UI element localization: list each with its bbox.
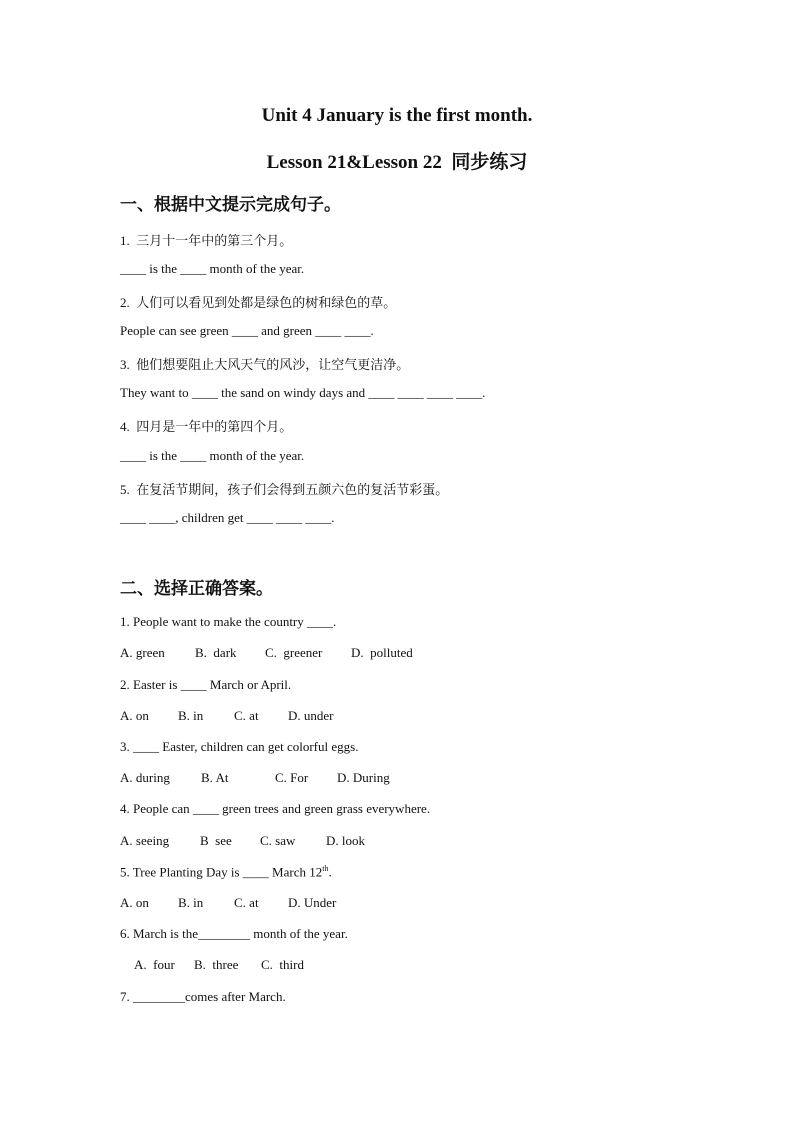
s1-item4-cn: 4. 四月是一年中的第四个月。 (120, 419, 293, 434)
s2-q4: 4. People can ____ green trees and green grass everywhere. (120, 801, 431, 816)
worksheet-subtitle: Lesson 21&Lesson 22 同步练习 (266, 152, 528, 173)
s2-q1-option-d: D. polluted (351, 645, 413, 660)
s2-q1-option-b: B. dark (195, 645, 237, 660)
s2-q4-option-b: B see (200, 833, 232, 848)
s2-q4-option-c: C. saw (260, 833, 296, 848)
s2-q5-option-c: C. at (234, 895, 259, 910)
s2-q2-option-d: D. under (288, 708, 334, 723)
s2-q1-option-a: A. green (120, 645, 165, 660)
s1-item2-cn: 2. 人们可以看见到处都是绿色的树和绿色的草。 (120, 295, 397, 310)
s1-item1-en: ____ is the ____ month of the year. (120, 261, 305, 276)
s2-q5-end: . (328, 864, 332, 880)
s2-q6-option-a: A. four (134, 957, 175, 972)
s2-q2: 2. Easter is ____ March or April. (120, 677, 292, 692)
s1-item5-en: ____ ____, children get ____ ____ ____. (120, 510, 335, 525)
s2-q3-option-a: A. during (120, 770, 170, 785)
s2-q6: 6. March is the________ month of the year. (120, 926, 348, 941)
s2-q2-option-a: A. on (120, 708, 149, 723)
s2-q5 (120, 864, 332, 880)
s2-q3-option-c: C. For (275, 770, 309, 785)
s2-q1: 1. People want to make the country ____. (120, 614, 337, 629)
worksheet-title: Unit 4 January is the first month. (261, 105, 533, 126)
s2-q5-option-d: D. Under (288, 895, 337, 910)
s1-item3-cn: 3. 他们想要阻止大风天气的风沙，让空气更洁净。 (120, 357, 410, 372)
s2-q6-option-b: B. three (194, 957, 239, 972)
s2-q5-ordinal-suffix: th (322, 864, 329, 873)
s2-q3-option-d: D. During (337, 770, 390, 785)
s2-q2-option-c: C. at (234, 708, 259, 723)
s2-q5-option-b: B. in (178, 895, 204, 910)
s2-q5-option-a: A. on (120, 895, 149, 910)
s1-item5-cn: 5. 在复活节期间，孩子们会得到五颜六色的复活节彩蛋。 (120, 482, 449, 497)
section2-heading: 二、选择正确答案。 (120, 579, 273, 599)
s2-q1-option-c: C. greener (265, 645, 323, 660)
s2-q7: 7. ________comes after March. (120, 989, 286, 1004)
s2-q4-option-a: A. seeing (120, 833, 170, 848)
s2-q5-text: 5. Tree Planting Day is ____ March 12 (120, 864, 323, 880)
s2-q6-option-c: C. third (261, 957, 304, 972)
s1-item4-en: ____ is the ____ month of the year. (120, 448, 305, 463)
s2-q4-option-d: D. look (326, 833, 365, 848)
s2-q2-option-b: B. in (178, 708, 204, 723)
s2-q3-option-b: B. At (201, 770, 229, 785)
section1-heading: 一、根据中文提示完成句子。 (120, 195, 341, 215)
s1-item2-en: People can see green ____ and green ____ ____. (120, 323, 374, 338)
s1-item3-en: They want to ____ the sand on windy days and ____ ____ ____ ____. (120, 385, 486, 400)
s2-q3: 3. ____ Easter, children can get colorful eggs. (120, 739, 359, 754)
s1-item1-cn: 1. 三月十一年中的第三个月。 (120, 233, 293, 248)
